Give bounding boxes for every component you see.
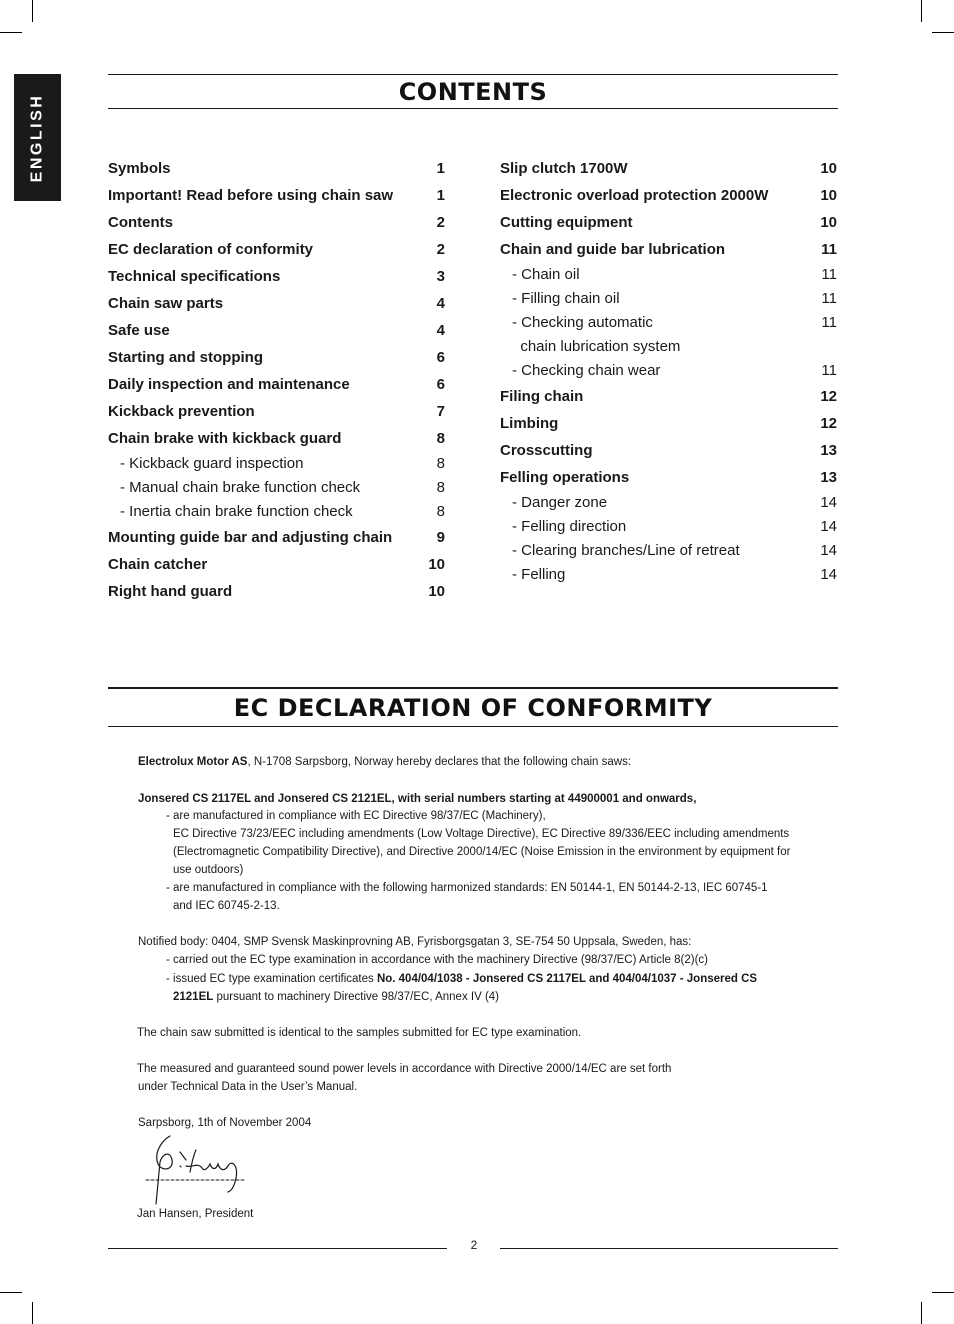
compliance-line: EC Directive 73/23/EEC including amendments (Low Voltage Directive), EC Directive 89/336/EEC including amendments	[173, 828, 790, 840]
toc-entry-page: 13	[820, 442, 837, 459]
toc-entry-page: 14	[820, 494, 837, 511]
toc-entry	[108, 452, 445, 476]
crop-mark	[921, 1302, 922, 1324]
toc-entry	[108, 290, 445, 317]
toc-entry-page: 12	[820, 388, 837, 405]
toc-entry	[500, 515, 837, 539]
company-name: Electrolux Motor AS	[138, 756, 248, 768]
crop-mark	[932, 1292, 954, 1293]
toc-entry	[500, 464, 837, 491]
compliance-line: and IEC 60745-2-13.	[173, 900, 280, 912]
models-line: Jonsered CS 2117EL and Jonsered CS 2121EL, with serial numbers starting at 44900001 and onwards,	[138, 793, 697, 805]
toc-entry-label: Chain and guide bar lubrication	[500, 241, 726, 258]
toc-entry-label: - Filling chain oil	[512, 290, 620, 307]
company-statement: , N-1708 Sarpsborg, Norway hereby declares that the following chain saws:	[247, 756, 632, 768]
notified-body-item: 2121EL pursuant to machinery Directive 98/37/EC, Annex IV (4)	[173, 991, 500, 1003]
toc-entry-label: - Danger zone	[512, 494, 608, 511]
toc-entry-page: 12	[820, 415, 837, 432]
sound-statement: under Technical Data in the User’s Manual.	[138, 1081, 358, 1093]
toc-entry-label: - Chain oil	[512, 266, 580, 283]
toc-entry-label: - Kickback guard inspection	[120, 455, 304, 472]
toc-entry-label: Symbols	[108, 160, 171, 177]
toc-entry-page: 10	[820, 187, 837, 204]
toc-entry-page: 6	[436, 376, 445, 393]
toc-left-column	[108, 155, 445, 605]
notified-body-line: Notified body: 0404, SMP Svensk Maskinprovning AB, Fyrisborgsgatan 3, SE-754 50 Uppsala, Sweden, has:	[138, 936, 692, 948]
notified-body-item: - issued EC type examination certificates No. 404/04/1038 - Jonsered CS 2117EL and 404/04/1037 - Jonsered CS	[166, 973, 758, 985]
toc-entry-page: 14	[820, 542, 837, 559]
toc-entry-page: 11	[821, 266, 837, 283]
place-date: Sarpsborg, 1th of November 2004	[138, 1117, 312, 1129]
toc-entry-page: 1	[436, 160, 445, 177]
toc-entry	[500, 563, 837, 587]
toc-entry	[500, 437, 837, 464]
declaration-top-rule	[108, 687, 838, 689]
toc-entry	[500, 491, 837, 515]
toc-entry-label: Important! Read before using chain saw	[108, 187, 394, 204]
toc-entry	[108, 476, 445, 500]
toc-entry-page: 13	[820, 469, 837, 486]
contents-title: CONTENTS	[398, 78, 548, 106]
toc-entry-label: Starting and stopping	[108, 349, 263, 366]
toc-entry	[108, 371, 445, 398]
toc-entry	[108, 236, 445, 263]
toc-entry-label: Kickback prevention	[108, 403, 255, 420]
toc-entry	[108, 209, 445, 236]
contents-top-rule	[108, 74, 838, 75]
toc-entry-page: 8	[436, 430, 445, 447]
toc-entry-label: Filing chain	[500, 388, 584, 405]
toc-entry-page: 4	[436, 295, 445, 312]
toc-entry-page: 1	[436, 187, 445, 204]
toc-entry	[500, 410, 837, 437]
crop-mark	[32, 1302, 33, 1324]
toc-entry-label: Chain brake with kickback guard	[108, 430, 342, 447]
toc-entry-label: Slip clutch 1700W	[500, 160, 628, 177]
toc-entry-page: 11	[821, 362, 837, 379]
toc-entry-label: - Manual chain brake function check	[120, 479, 361, 496]
toc-entry-label: - Checking automatic chain lubrication system	[512, 314, 681, 355]
toc-entry	[108, 500, 445, 524]
toc-entry	[108, 425, 445, 452]
toc-entry	[108, 344, 445, 371]
sound-statement: The measured and guaranteed sound power levels in accordance with Directive 2000/14/EC are set forth	[137, 1063, 672, 1075]
toc-entry-page: 2	[436, 214, 445, 231]
toc-entry-page: 8	[436, 479, 445, 496]
compliance-line: - are manufactured in compliance with the following harmonized standards: EN 50144-1, EN 50144-2-13, IEC 60745-1	[166, 882, 768, 894]
toc-entry-label: - Checking chain wear	[512, 362, 661, 379]
toc-entry-label: Electronic overload protection 2000W	[500, 187, 769, 204]
toc-entry-label: Right hand guard	[108, 583, 233, 600]
footer-rule-right	[500, 1248, 838, 1249]
toc-entry-page: 10	[820, 160, 837, 177]
toc-entry-label: Technical specifications	[108, 268, 281, 285]
crop-mark	[0, 32, 22, 33]
declaration-bottom-rule	[108, 726, 838, 727]
toc-entry-page: 2	[436, 241, 445, 258]
signatory: Jan Hansen, President	[137, 1208, 254, 1220]
toc-entry-label: Crosscutting	[500, 442, 593, 459]
declaration-title: EC DECLARATION OF CONFORMITY	[233, 694, 713, 722]
toc-entry	[108, 263, 445, 290]
toc-entry	[500, 311, 837, 359]
toc-entry-label: Cutting equipment	[500, 214, 633, 231]
language-tab	[14, 74, 61, 201]
toc-entry-page: 8	[436, 455, 445, 472]
signature	[140, 1132, 250, 1212]
toc-entry-page: 11	[821, 314, 837, 331]
toc-entry-page: 7	[436, 403, 445, 420]
toc-entry	[108, 551, 445, 578]
compliance-line: - are manufactured in compliance with EC Directive 98/37/EC (Machinery),	[166, 810, 546, 822]
toc-entry	[500, 155, 837, 182]
toc-entry	[500, 236, 837, 263]
toc-entry	[500, 383, 837, 410]
toc-entry-page: 9	[436, 529, 445, 546]
toc-entry-label: Limbing	[500, 415, 559, 432]
toc-entry-label: Mounting guide bar and adjusting chain	[108, 529, 393, 546]
toc-entry-page: 10	[428, 556, 445, 573]
toc-entry-page: 14	[820, 566, 837, 583]
toc-entry-label: Safe use	[108, 322, 170, 339]
toc-entry-label: - Felling	[512, 566, 566, 583]
toc-entry-label: Chain saw parts	[108, 295, 224, 312]
toc-entry-page: 8	[436, 503, 445, 520]
toc-entry-label: Contents	[108, 214, 173, 231]
toc-entry-label: - Clearing branches/Line of retreat	[512, 542, 740, 559]
crop-mark	[932, 32, 954, 33]
toc-entry-page: 10	[428, 583, 445, 600]
toc-right-column	[500, 155, 837, 587]
toc-entry	[500, 539, 837, 563]
toc-entry-page: 6	[436, 349, 445, 366]
language-tab-label: ENGLISH	[28, 93, 46, 182]
compliance-line: (Electromagnetic Compatibility Directive), and Directive 2000/14/EC (Noise Emission in the environment by equipment for	[173, 846, 791, 858]
toc-entry-label: - Felling direction	[512, 518, 627, 535]
toc-entry	[108, 182, 445, 209]
toc-entry-page: 11	[821, 241, 837, 258]
toc-entry	[108, 398, 445, 425]
toc-entry	[500, 209, 837, 236]
notified-body-item: - carried out the EC type examination in accordance with the machinery Directive (98/37/EC) Article 8(2)(c)	[166, 954, 709, 966]
toc-entry-label: Chain catcher	[108, 556, 208, 573]
toc-entry	[108, 155, 445, 182]
toc-entry	[500, 263, 837, 287]
declaration-company-line	[138, 753, 631, 771]
toc-entry-label: - Inertia chain brake function check	[120, 503, 353, 520]
toc-entry	[500, 182, 837, 209]
toc-entry-page: 10	[820, 214, 837, 231]
toc-entry-label: EC declaration of conformity	[108, 241, 314, 258]
toc-entry	[108, 578, 445, 605]
toc-entry-label: Daily inspection and maintenance	[108, 376, 350, 393]
toc-entry-page: 4	[436, 322, 445, 339]
toc-entry-page: 11	[821, 290, 837, 307]
compliance-line: use outdoors)	[173, 864, 244, 876]
toc-entry	[500, 287, 837, 311]
identical-statement: The chain saw submitted is identical to the samples submitted for EC type examination.	[137, 1027, 582, 1039]
toc-entry	[500, 359, 837, 383]
crop-mark	[921, 0, 922, 22]
contents-bottom-rule	[108, 108, 838, 109]
toc-entry-page: 14	[820, 518, 837, 535]
toc-entry	[108, 317, 445, 344]
crop-mark	[32, 0, 33, 22]
crop-mark	[0, 1292, 22, 1293]
toc-entry-label: Felling operations	[500, 469, 630, 486]
toc-entry-page: 3	[436, 268, 445, 285]
toc-entry	[108, 524, 445, 551]
footer-rule-left	[108, 1248, 447, 1249]
page-number: 2	[470, 1238, 478, 1252]
